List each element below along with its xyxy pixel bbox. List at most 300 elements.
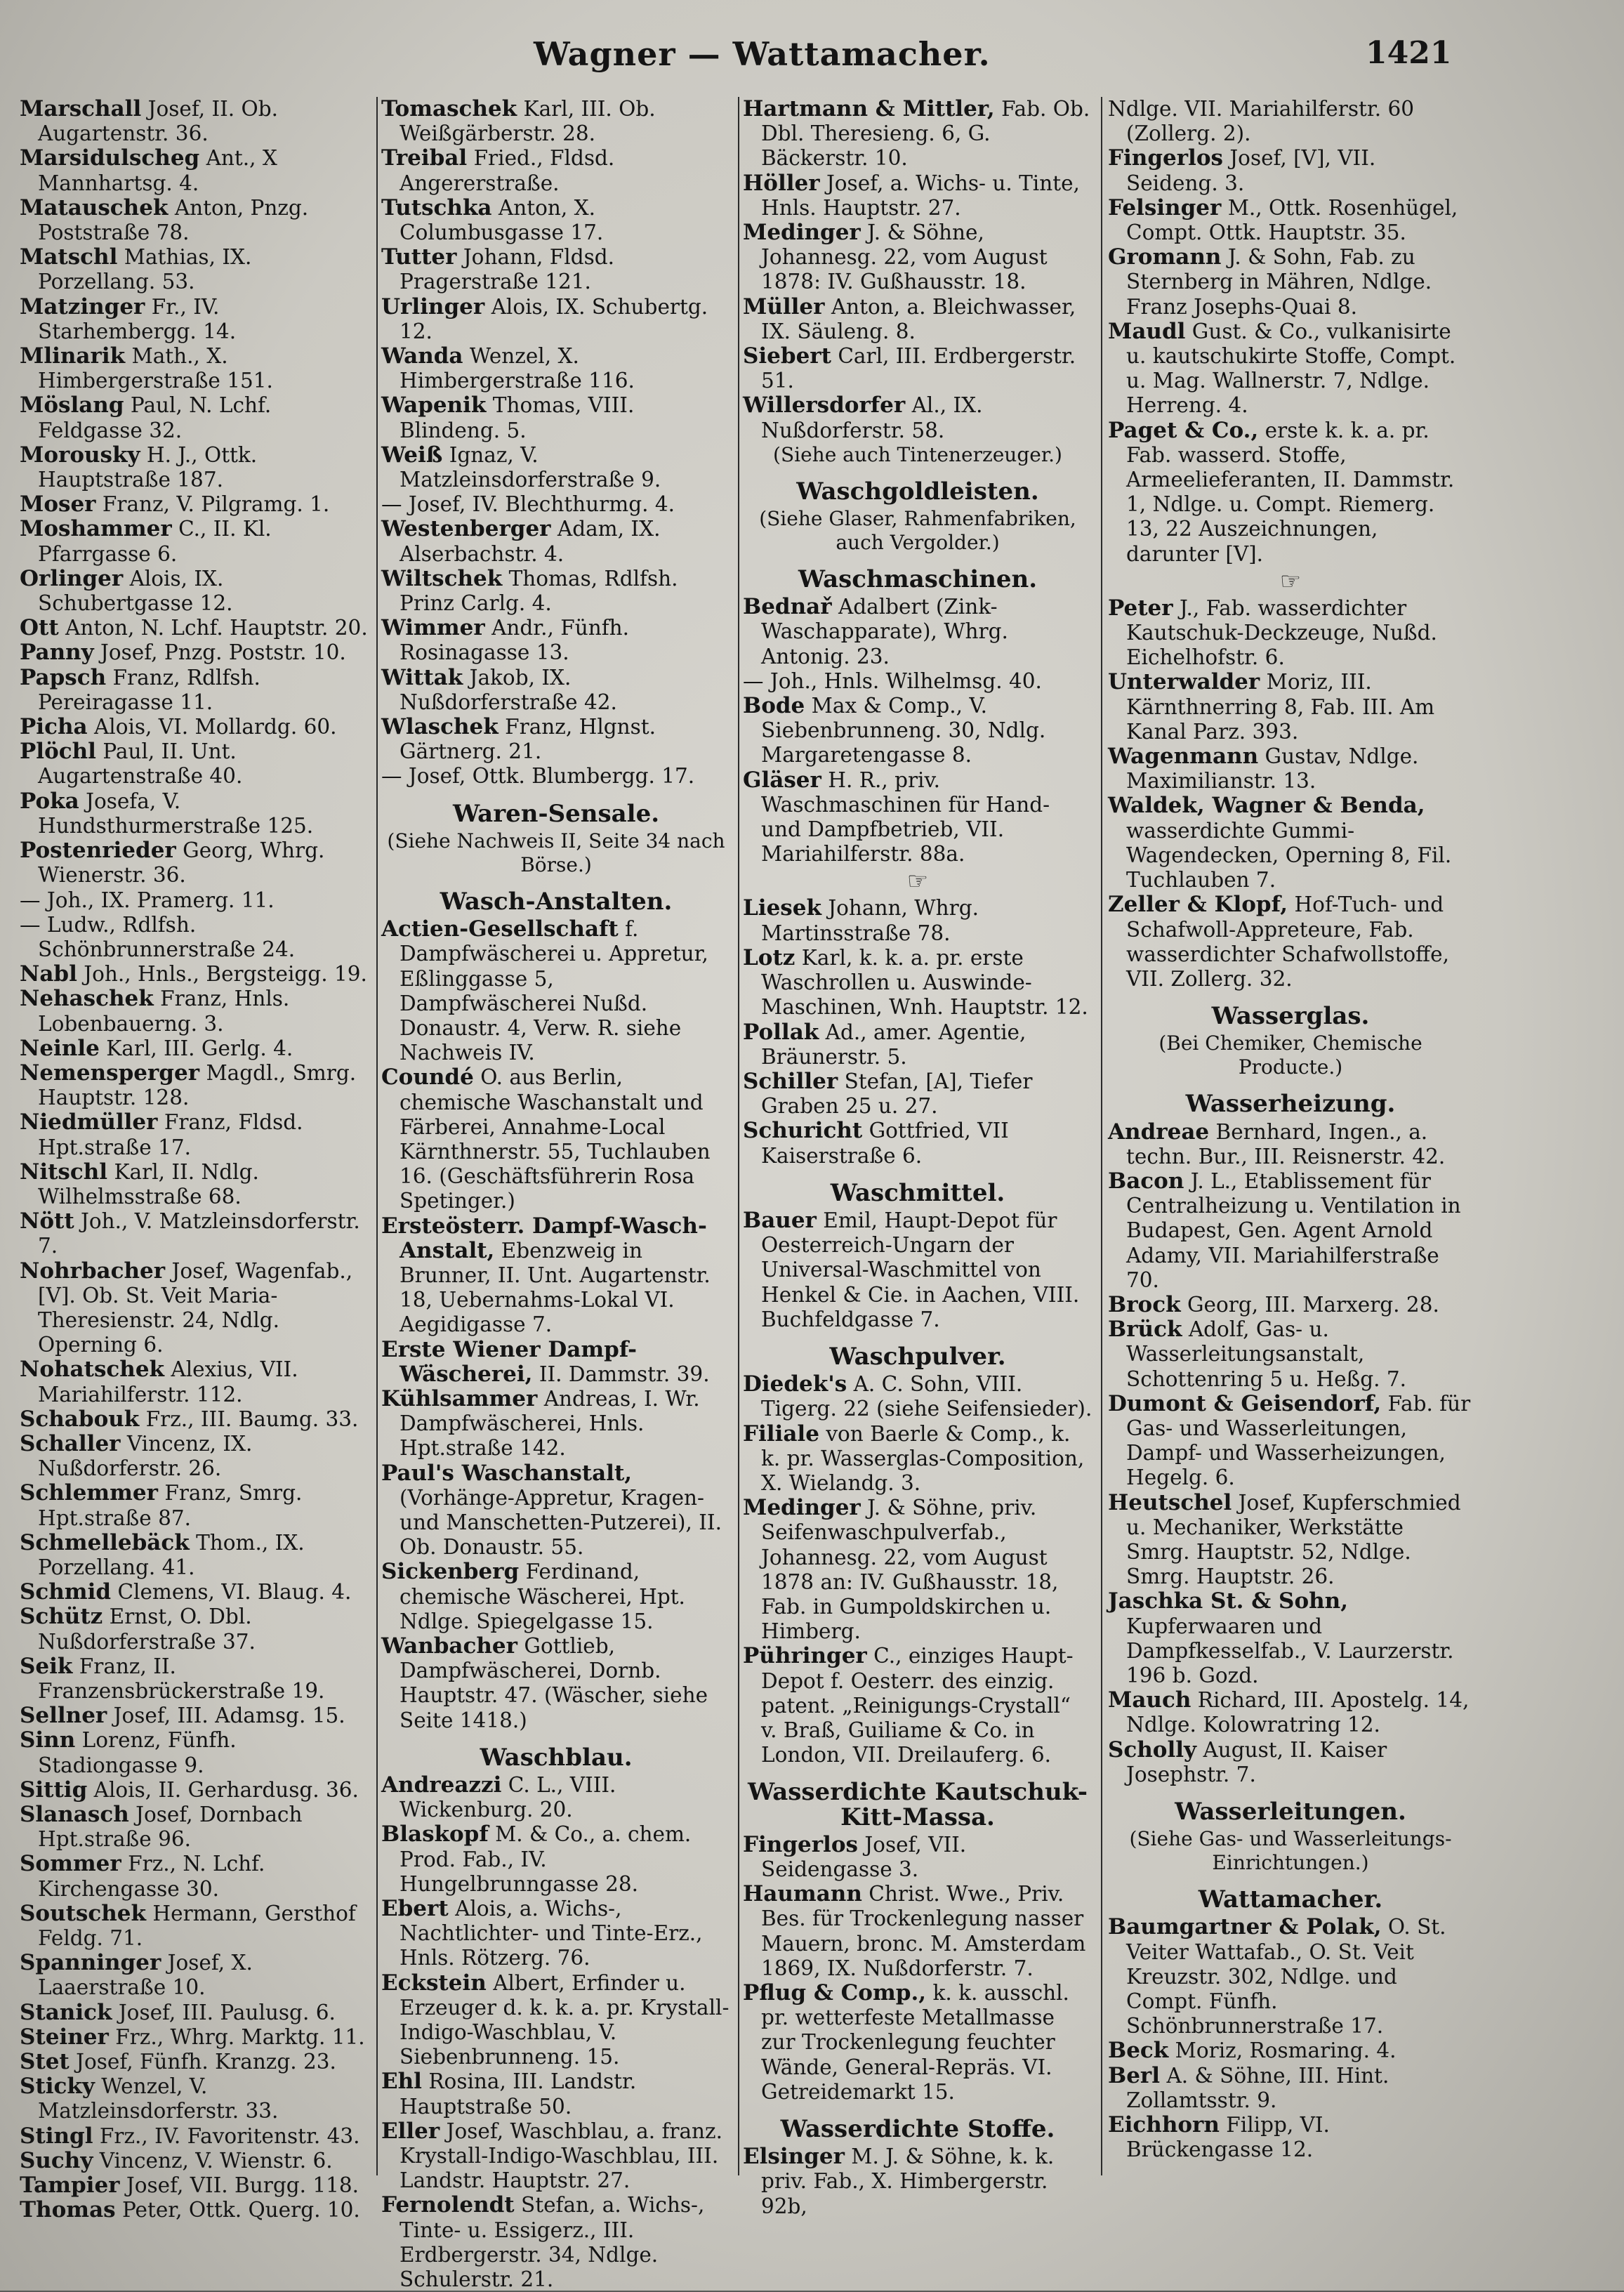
entry-name: Postenrieder: [20, 838, 176, 864]
entry-details: Bernhard, Ingen., a. techn. Bur., III. Reisnerstr. 42.: [1126, 1119, 1446, 1168]
page-header: [0, 35, 1624, 91]
section-heading: Waschmittel.: [830, 1178, 1005, 1207]
directory-entry: [743, 768, 1092, 867]
entry-details: Wenzel, V. Matzleinsdorferstr. 33.: [38, 2074, 279, 2123]
entry-name: Bode: [743, 693, 805, 719]
entry-name: Ott: [20, 615, 59, 641]
directory-entry: [20, 97, 369, 146]
entry-details: Josefa, V. Hundsthurmerstraße 125.: [38, 789, 314, 838]
entry-details: Gust. & Co., vulkanisirte u. kautschukirte Stoffe, Compt. u. Mag. Wallnerstr. 7, Ndlge. Herreng. 4.: [1126, 319, 1456, 418]
entry-name: Morousky: [20, 442, 140, 468]
entry-name: Pollak: [743, 1019, 819, 1045]
directory-entry: [381, 1560, 731, 1634]
entry-name: Schuricht: [743, 1118, 863, 1144]
entry-name: Papsch: [20, 664, 107, 690]
directory-entry: [743, 344, 1092, 393]
entry-details: Josef, VII. Burgg. 118.: [126, 2173, 359, 2198]
directory-entry: [381, 146, 731, 195]
directory-entry: [1108, 419, 1473, 567]
directory-entry: [381, 666, 731, 715]
entry-details: Vincenz, IX. Nußdorferstr. 26.: [38, 1431, 253, 1481]
entry-name: Neinle: [20, 1035, 100, 1061]
entry-name: Wagenmann: [1108, 744, 1259, 770]
entry-name: Moser: [20, 492, 96, 518]
directory-entry: [1108, 744, 1473, 793]
directory-entry: [743, 1119, 1092, 1168]
directory-entry: [1108, 2064, 1473, 2113]
entry-details: Clemens, VI. Blaug. 4.: [117, 1580, 352, 1605]
directory-entry: [1108, 1491, 1473, 1590]
directory-entry: [20, 1803, 369, 1852]
entry-details: Moriz, III. Kärnthnerring 8, Fab. III. Am Kanal Parz. 393.: [1126, 670, 1435, 744]
directory-entry: [20, 789, 369, 838]
entry-details: von Baerle & Comp., k. k. pr. Wasserglas-Composition, X. Wielandg. 3.: [761, 1421, 1085, 1495]
directory-entry: [1108, 1169, 1473, 1293]
entry-name: Nemensperger: [20, 1060, 200, 1086]
entry-details: Franz, V. Pilgramg. 1.: [102, 492, 330, 517]
section-heading: Wasserheizung.: [1185, 1090, 1396, 1119]
directory-entry: [381, 1773, 731, 1822]
directory-entry: [381, 1897, 731, 1971]
directory-entry: [20, 962, 369, 987]
entry-name: Waldek, Wagner & Benda,: [1108, 793, 1425, 819]
entry-name: Schiller: [743, 1068, 838, 1094]
entry-details: Frz., N. Lchf. Kirchengasse 30.: [38, 1852, 265, 1901]
directory-entry: [381, 1971, 731, 2070]
entry-details: J. & Söhne, Johannesg. 22, vom August 1878: IV. Gußhausstr. 18.: [761, 220, 1048, 294]
entry-details: A. & Söhne, III. Hint. Zollamtsstr. 9.: [1126, 2063, 1389, 2112]
entry-details: Thomas, Rdlfsh. Prinz Carlg. 4.: [400, 566, 678, 616]
pointing-hand-icon: ☞: [1279, 567, 1302, 595]
entry-name: Wimmer: [381, 615, 485, 641]
entry-name: Siebert: [743, 343, 831, 369]
entry-name: Medinger: [743, 1495, 861, 1521]
directory-entry: [381, 1065, 731, 1213]
entry-details: M., Ottk. Rosenhügel, Compt. Ottk. Hauptstr. 35.: [1126, 195, 1458, 245]
directory-entry: [20, 2198, 369, 2222]
directory-entry: [20, 443, 369, 492]
entry-details: Josef, Kupferschmied u. Mechaniker, Werkstätte Smrg. Hauptstr. 52, Ndlge. Smrg. Hauptstr. 26.: [1126, 1490, 1461, 1589]
entry-name: Soutschek: [20, 1900, 146, 1926]
directory-entry: [743, 220, 1092, 295]
directory-entry: [20, 567, 369, 616]
entry-name: Matzinger: [20, 294, 145, 320]
entry-details: Ebenzweig in Brunner, II. Unt. Augartenstr. 18, Uebernahms-Lokal VI. Aegidigasse 7.: [400, 1238, 711, 1337]
directory-entry: [743, 1069, 1092, 1119]
entry-name: Pühringer: [743, 1643, 867, 1669]
entry-details: Josef, Wagenfab., [V]. Ob. St. Veit Maria-Theresienstr. 24, Ndlg. Operning 6.: [38, 1258, 353, 1357]
entry-details: Andreas, I. Wr. Dampfwäscherei, Hnls. Hpt.straße 142.: [400, 1386, 700, 1461]
entry-name: Eichhorn: [1108, 2112, 1220, 2138]
directory-entry: [20, 1778, 369, 1803]
entry-name: Felsinger: [1108, 195, 1222, 220]
entry-name: Stet: [20, 2049, 70, 2075]
directory-entry: [743, 669, 1092, 694]
entry-details: Ignaz, V. Matzleinsdorferstraße 9.: [400, 442, 661, 492]
column-divider: [1101, 97, 1102, 2175]
entry-details: Adam, IX. Alserbachstr. 4.: [400, 517, 661, 566]
directory-entry: [20, 1481, 369, 1530]
entry-name: Sticky: [20, 2074, 95, 2100]
directory-entry: [381, 764, 731, 789]
entry-name: Nohatschek: [20, 1357, 165, 1383]
entry-details: Karl, II. Ndlg. Wilhelmsstraße 68.: [38, 1159, 259, 1208]
entry-name: Zeller & Klopf,: [1108, 892, 1288, 918]
entry-name: Tomaschek: [381, 96, 517, 121]
directory-entry: [381, 97, 731, 146]
directory-entry: [1108, 1392, 1473, 1491]
directory-entry: [1108, 146, 1473, 195]
directory-entry: [381, 393, 731, 442]
section-heading: Wasserglas.: [1211, 1002, 1370, 1031]
directory-entry: [1108, 1589, 1473, 1688]
entry-name: Nabl: [20, 961, 77, 987]
entry-name: Matschl: [20, 244, 118, 270]
entry-details: Franz, II. Franzensbrückerstraße 19.: [38, 1654, 325, 1703]
entry-details: Albert, Erfinder u. Erzeuger d. k. k. a. pr. Krystall-Indigo-Waschblau, V. Siebenbrunneng. 15.: [400, 1970, 730, 2069]
entry-details: C., II. Kl. Pfarrgasse 6.: [38, 517, 272, 566]
directory-entry: [20, 666, 369, 715]
directory-entry: [20, 1407, 369, 1432]
entry-details: Filipp, VI. Brückengasse 12.: [1126, 2113, 1330, 2162]
entry-name: Filiale: [743, 1421, 819, 1447]
directory-entry: [1108, 670, 1473, 744]
directory-entry: [743, 393, 1092, 442]
entry-details: H. R., priv. Waschmaschinen für Hand- und Dampfbetrieb, VII. Mariahilferstr. 88a.: [761, 768, 1050, 867]
directory-entry: [1108, 2039, 1473, 2063]
entry-details: Ferdinand, chemische Wäscherei, Hpt. Ndlge. Spiegelgasse 15.: [400, 1560, 685, 1633]
entry-details: Franz, Hnls. Lobenbauerng. 3.: [38, 987, 290, 1036]
entry-details: Thomas, VIII. Blindeng. 5.: [400, 393, 635, 442]
entry-name: Tutter: [381, 244, 457, 270]
directory-entry: [20, 1951, 369, 2000]
entry-name: Coundé: [381, 1065, 474, 1091]
directory-entry: [1108, 196, 1473, 245]
entry-details: M. J. & Söhne, k. k. priv. Fab., X. Himbergerstr. 92b,: [761, 2145, 1055, 2218]
entry-details: Josef, a. Wichs- u. Tinte, Hnls. Hauptstr. 27.: [761, 171, 1080, 220]
entry-details: — Joh., Hnls. Wilhelmsg. 40.: [743, 668, 1042, 693]
entry-details: H. J., Ottk. Hauptstraße 187.: [38, 442, 258, 492]
entry-details: Stefan, a. Wichs-, Tinte- u. Essigerz., III. Erdbergerstr. 34, Ndlge. Schulerstr. 21.: [400, 2193, 705, 2292]
directory-entry: [381, 567, 731, 616]
entry-details: Josef, Dornbach Hpt.straße 96.: [38, 1803, 303, 1852]
cross-reference-note: (Siehe auch Tintenerzeuger.): [773, 442, 1062, 466]
entry-details: erste k. k. a. pr. Fab. wasserd. Stoffe, Armeelieferanten, II. Dammstr. 1, Ndlge. u. Compt. Riemerg. 13, 22 Auszeichnungen, darunter [V].: [1126, 418, 1455, 566]
entry-name: Müller: [743, 294, 825, 320]
entry-details: — Ludw., Rdlfsh. Schönbrunnerstraße 24.: [20, 912, 296, 961]
entry-name: Schmellebäck: [20, 1529, 190, 1555]
directory-entry: [381, 1634, 731, 1733]
entry-details: Hof-Tuch- und Schafwoll-Appreteure, Fab. wasserdichter Schafwollstoffe, VII. Zollerg. 32.: [1126, 893, 1449, 991]
entry-details: Mathias, IX. Porzellang. 53.: [38, 245, 252, 294]
entry-details: Johann, Fldsd. Pragerstraße 121.: [400, 245, 614, 294]
cross-reference-note: (Siehe Gas- und Wasserleitungs-Einrichtungen.): [1129, 1827, 1452, 1875]
entry-details: O. aus Berlin, chemische Waschanstalt und Färberei, Annahme-Local Kärnthnerstr. 55, Tuchlauben 16. (Geschäftsführerin Rosa Spetinger.): [400, 1065, 711, 1213]
entry-details: Georg, III. Marxerg. 28.: [1187, 1292, 1439, 1317]
directory-entry: [381, 443, 731, 492]
entry-details: Gottlieb, Dampfwäscherei, Dornb. Hauptstr. 47. (Wäscher, siehe Seite 1418.): [400, 1633, 708, 1732]
entry-details: (Vorhänge-Appretur, Kragen- und Manschetten-Putzerei), II. Ob. Donaustr. 55.: [400, 1485, 722, 1560]
entry-details: Johann, Whrg. Martinsstraße 78.: [761, 896, 979, 945]
entry-details: Josef, Pnzg. Poststr. 10.: [100, 640, 346, 665]
directory-entry: [381, 1822, 731, 1897]
directory-entry: [381, 2193, 731, 2292]
entry-details: Alois, IX. Schubertgasse 12.: [38, 566, 233, 616]
entry-details: Joh., V. Matzleinsdorferstr. 7.: [38, 1209, 360, 1258]
directory-entry: [20, 2050, 369, 2074]
section-heading: Wasserdichte Kautschuk-Kitt-Massa.: [748, 1778, 1088, 1831]
directory-entry: [20, 1902, 369, 1951]
entry-name: Wlaschek: [381, 714, 499, 740]
entry-name: Slanasch: [20, 1802, 129, 1828]
entry-details: wasserdichte Gummi-Wagendecken, Operning 8, Fil. Tuchlauben 7.: [1126, 818, 1452, 893]
directory-entry: [743, 896, 1092, 945]
entry-name: Wittak: [381, 664, 463, 690]
directory-entry: [381, 517, 731, 566]
column-divider: [738, 97, 739, 2175]
entry-details: Josef, VII. Seidengasse 3.: [761, 1832, 967, 1881]
entry-name: Sellner: [20, 1703, 107, 1729]
entry-details: Carl, III. Erdbergerstr. 51.: [761, 344, 1076, 393]
directory-entry: [1108, 320, 1473, 419]
directory-entry: [381, 2119, 731, 2194]
entry-details: Hermann, Gersthof Feldg. 71.: [38, 1901, 356, 1951]
entry-name: Panny: [20, 640, 94, 666]
entry-details: Max & Comp., V. Siebenbrunneng. 30, Ndlg. Margaretengasse 8.: [761, 694, 1046, 768]
entry-details: Alexius, VII. Mariahilferstr. 112.: [38, 1357, 298, 1407]
entry-name: Eller: [381, 2118, 440, 2144]
directory-entry: [20, 2173, 369, 2198]
entry-details: Kupferwaaren und Dampfkesselfab., V. Laurzerstr. 196 b. Gozd.: [1126, 1614, 1454, 1687]
entry-name: Stingl: [20, 2123, 93, 2149]
directory-entry: [20, 393, 369, 442]
directory-entry: [20, 739, 369, 789]
entry-details: Al., IX. Nußdorferstr. 58.: [761, 393, 983, 442]
directory-entry: [20, 1605, 369, 1654]
entry-name: Diedek's: [743, 1371, 847, 1397]
entry-name: Brock: [1108, 1291, 1181, 1317]
entry-name: Dumont & Geisendorf,: [1108, 1390, 1382, 1416]
entry-name: Schaller: [20, 1430, 121, 1456]
directory-entry: [20, 517, 369, 566]
column-3: [743, 97, 1092, 2248]
directory-entry: [1108, 893, 1473, 992]
directory-entry: [20, 1580, 369, 1605]
entry-details: O. St. Veiter Wattafab., O. St. Veit Kreuzstr. 302, Ndlge. und Compt. Fünfh. Schönbrunnerstraße 17.: [1126, 1915, 1446, 2039]
entry-name: Stanick: [20, 1999, 112, 2025]
entry-name: Orlinger: [20, 565, 124, 591]
entry-details: Stefan, [A], Tiefer Graben 25 u. 27.: [761, 1069, 1033, 1119]
entry-details: Alois, IX. Schubertg. 12.: [400, 294, 708, 343]
entry-details: Moriz, Rosmaring. 4.: [1175, 2039, 1397, 2063]
directory-entry: [1108, 596, 1473, 671]
entry-details: J. & Sohn, Fab. zu Sternberg in Mähren, Ndlge. Franz Josephs-Quai 8.: [1126, 245, 1432, 319]
directory-entry: [20, 616, 369, 640]
entry-details: Wenzel, X. Himbergerstraße 116.: [400, 344, 635, 393]
entry-name: Treibal: [381, 145, 468, 171]
directory-entry: [20, 245, 369, 294]
entry-name: Blaskopf: [381, 1822, 489, 1848]
entry-details: Karl, k. k. a. pr. erste Waschrollen u. Auswinde-Maschinen, Wnh. Hauptstr. 12.: [761, 945, 1088, 1020]
entry-details: Anton, a. Bleichwasser, IX. Säuleng. 8.: [761, 294, 1076, 343]
directory-entry: [743, 946, 1092, 1020]
entry-name: Maudl: [1108, 318, 1186, 344]
entry-details: — Joh., IX. Pramerg. 11.: [20, 888, 275, 912]
directory-entry: [20, 1357, 369, 1407]
entry-name: Elsinger: [743, 2144, 845, 2170]
entry-name: Niedmüller: [20, 1109, 158, 1135]
entry-name: Willersdorfer: [743, 393, 906, 419]
section-heading: Wasserleitungen.: [1175, 1798, 1406, 1826]
directory-entry: [20, 715, 369, 739]
entry-details: Peter, Ottk. Querg. 10.: [122, 2198, 360, 2222]
entry-details: Franz, Smrg. Hpt.straße 87.: [38, 1481, 303, 1530]
entry-name: Liesek: [743, 895, 821, 921]
entry-name: Urlinger: [381, 294, 485, 320]
entry-details: J. L., Etablissement für Centralheizung u. Ventilation in Budapest, Gen. Agent Arnold Adamy, VII. Mariahilferstraße 70.: [1126, 1168, 1461, 1292]
entry-details: Magdl., Smrg. Hauptstr. 128.: [38, 1060, 357, 1110]
entry-details: Joh., Hnls., Bergsteigg. 19.: [84, 962, 367, 987]
entry-details: Josef, X. Laaerstraße 10.: [38, 1951, 253, 2000]
directory-entry: [743, 1981, 1092, 2105]
section-heading: Waschgoldleisten.: [796, 477, 1039, 506]
column-4: [1108, 97, 1473, 2248]
directory-entry: [381, 1461, 731, 1560]
directory-entry: [381, 295, 731, 344]
section-heading: Waschpulver.: [829, 1342, 1006, 1371]
pointing-hand-icon: ☞: [906, 867, 929, 896]
entry-details: Ernst, O. Dbl. Nußdorferstraße 37.: [38, 1605, 256, 1654]
cross-reference-note: (Siehe Glaser, Rahmenfabriken, auch Vergolder.): [759, 507, 1076, 555]
entry-details: Fab. Ob. Dbl. Theresieng. 6, G. Bäckerstr. 10.: [761, 97, 1090, 171]
entry-name: Marsidulscheg: [20, 145, 200, 171]
entry-name: Höller: [743, 170, 820, 196]
directory-entry: [20, 1432, 369, 1481]
directory-entry: [743, 171, 1092, 220]
directory-entry: [20, 1209, 369, 1258]
entry-name: Marschall: [20, 96, 142, 121]
entry-details: f. Dampfwäscherei u. Appretur, Eßlinggasse 5, Dampfwäscherei Nußd. Donaustr. 4, Verw. R. siehe Nachweis IV.: [400, 917, 708, 1065]
entry-name: Ehl: [381, 2069, 422, 2095]
section-heading: Wattamacher.: [1198, 1885, 1383, 1914]
entry-details: — Josef, IV. Blechthurmg. 4.: [381, 492, 675, 517]
entry-name: Nehaschek: [20, 986, 154, 1012]
entry-details: Franz, Hlgnst. Gärtnerg. 21.: [400, 715, 656, 764]
directory-entry: [20, 913, 369, 962]
directory-entry: [743, 694, 1092, 768]
entry-name: Sickenberg: [381, 1559, 520, 1585]
directory-entry: [20, 146, 369, 195]
directory-entry: [743, 1020, 1092, 1069]
directory-entry: [20, 1160, 369, 1209]
entry-details: Anton, Pnzg. Poststraße 78.: [38, 195, 309, 245]
entry-details: Andr., Fünfh. Rosinagasse 13.: [400, 616, 630, 665]
directory-entry: [381, 492, 731, 517]
entry-name: Medinger: [743, 220, 861, 246]
column-divider: [376, 97, 378, 2175]
entry-name: Sinn: [20, 1727, 76, 1753]
directory-entry: [743, 595, 1092, 669]
directory-entry: [381, 245, 731, 294]
directory-entry: [1108, 245, 1473, 320]
entry-name: Erste Wiener Dampf-Wäscherei,: [381, 1336, 637, 1387]
section-heading: Waschmaschinen.: [798, 565, 1038, 594]
entry-details: Adalbert (Zink-Waschapparate), Whrg. Antonig. 23.: [761, 595, 1008, 668]
entry-name: Ebert: [381, 1896, 449, 1922]
directory-entry: [20, 2149, 369, 2173]
entry-name: Sommer: [20, 1851, 121, 1877]
section-heading: Waren-Sensale.: [452, 799, 660, 828]
directory-entry: [20, 640, 369, 665]
directory-entry: [1108, 97, 1473, 146]
entry-name: Hartmann & Mittler,: [743, 96, 995, 121]
entry-name: Brück: [1108, 1317, 1182, 1343]
directory-entry: [1108, 1688, 1473, 1737]
directory-entry: [743, 295, 1092, 344]
entry-details: M. & Co., a. chem. Prod. Fab., IV. Hungelbrunngasse 28.: [400, 1822, 692, 1896]
entry-name: Pflug & Comp.,: [743, 1980, 927, 2006]
entry-name: Spanninger: [20, 1950, 161, 1976]
entry-name: Bednař: [743, 594, 832, 620]
entry-name: Heutschel: [1108, 1489, 1232, 1515]
directory-entry: [381, 917, 731, 1065]
entry-details: Anton, X. Columbusgasse 17.: [400, 195, 604, 245]
entry-details: Ant., X Mannhartsg. 4.: [38, 146, 277, 195]
directory-entry: [20, 1728, 369, 1777]
entry-details: Josef, II. Ob. Augartenstr. 36.: [38, 97, 278, 146]
directory-entry: [20, 295, 369, 344]
directory-entry: [20, 1852, 369, 1901]
page-number: 1421: [1366, 35, 1452, 71]
entry-details: Alois, VI. Mollardg. 60.: [93, 715, 337, 739]
entry-details: Jakob, IX. Nußdorferstraße 42.: [400, 665, 617, 714]
directory-entry: [20, 344, 369, 393]
entry-name: Baumgartner & Polak,: [1108, 1914, 1382, 1940]
entry-details: Christ. Wwe., Priv. Bes. für Trockenlegung nasser Mauern, bronc. M. Amsterdam 1869, IX. Nußdorferstr. 7.: [761, 1882, 1086, 1980]
entry-name: Wanbacher: [381, 1633, 517, 1659]
directory-entry: [20, 888, 369, 913]
directory-entry: [1108, 2113, 1473, 2162]
entry-details: A. C. Sohn, VIII. Tigerg. 22 (siehe Seifensieder).: [761, 1372, 1092, 1421]
entry-details: Ad., amer. Agentie, Bräunerstr. 5.: [761, 1020, 1026, 1069]
entry-details: k. k. ausschl. pr. wetterfeste Metallmasse zur Trockenlegung feuchter Wände, General-Repräs. VI. Getreidemarkt 15.: [761, 1981, 1069, 2104]
entry-details: Alois, II. Gerhardusg. 36.: [93, 1777, 359, 1802]
entry-name: Andreae: [1108, 1119, 1210, 1145]
entry-name: Sittig: [20, 1777, 88, 1803]
directory-entry: [20, 2001, 369, 2025]
entry-name: Schmid: [20, 1579, 112, 1605]
entry-details: Gustav, Ndlge. Maximilianstr. 13.: [1126, 744, 1419, 793]
entry-name: Fingerlos: [743, 1831, 858, 1857]
entry-name: Schütz: [20, 1604, 103, 1630]
entry-name: Beck: [1108, 2038, 1169, 2064]
directory-entry: [1108, 1915, 1473, 2039]
cross-reference-note: (Bei Chemiker, Chemische Producte.): [1158, 1032, 1422, 1079]
entry-name: Steiner: [20, 2024, 109, 2050]
entry-details: Franz, Rdlfsh. Pereiragasse 11.: [38, 665, 260, 714]
entry-name: Paul's Waschanstalt,: [381, 1460, 633, 1486]
entry-name: Peter: [1108, 595, 1173, 621]
directory-entry: [20, 1036, 369, 1061]
directory-entry: [1108, 1738, 1473, 1787]
entry-details: Fr., IV. Starhembergg. 14.: [38, 294, 237, 343]
section-heading: Wasch-Anstalten.: [440, 887, 673, 916]
entry-name: Schlemmer: [20, 1480, 158, 1506]
directory-entry: [381, 1214, 731, 1338]
directory-entry: [20, 1704, 369, 1728]
entry-details: Gottfried, VII Kaiserstraße 6.: [761, 1119, 1009, 1168]
entry-name: Lotz: [743, 944, 796, 970]
